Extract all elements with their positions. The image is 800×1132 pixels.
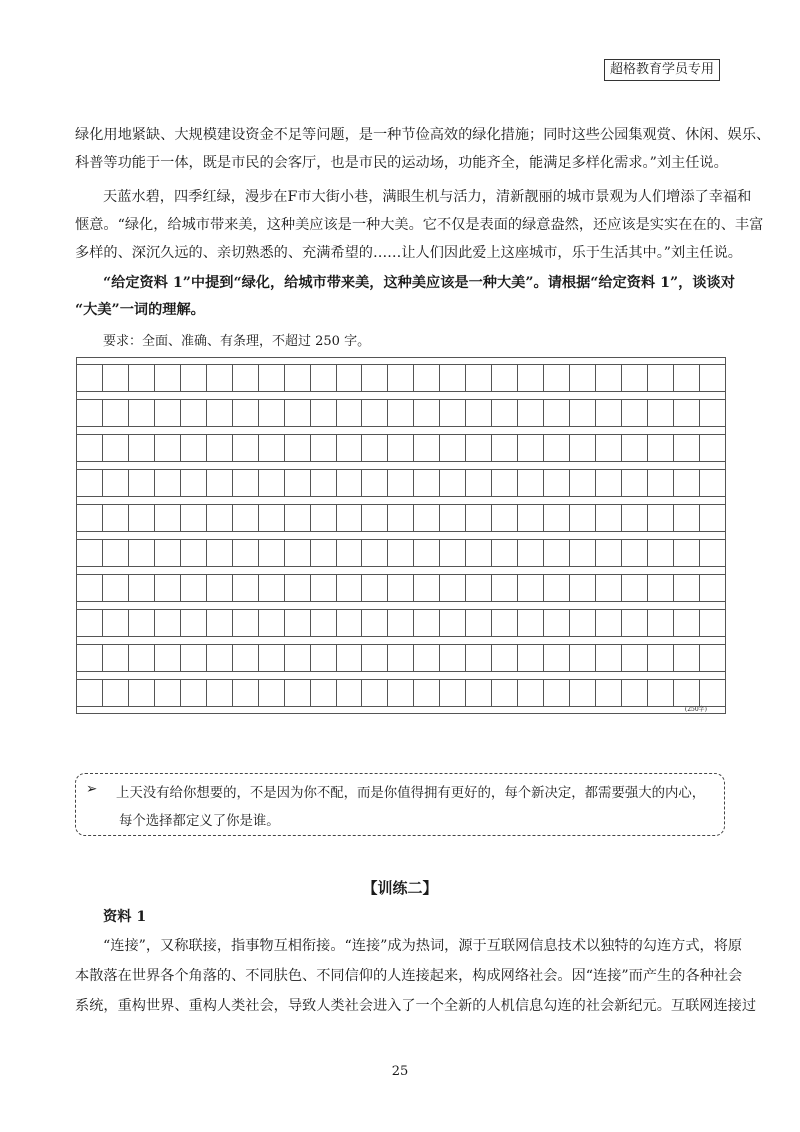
grid-cell[interactable] (77, 610, 103, 636)
question-line: “大美”一词的理解。 (75, 302, 205, 318)
grid-cell[interactable] (570, 365, 596, 391)
grid-cell[interactable] (466, 575, 492, 601)
grid-cell[interactable] (77, 470, 103, 496)
grid-cell[interactable] (414, 680, 440, 706)
grid-cell[interactable] (648, 610, 674, 636)
paragraph-line: 系统，重构世界、重构人类社会，导致人类社会进入了一个全新的人机信息勾连的社会新纪元。互联网连接过 (75, 998, 757, 1014)
grid-cell[interactable] (285, 575, 311, 601)
grid-cell[interactable] (414, 365, 440, 391)
grid-cell[interactable] (129, 365, 155, 391)
bullet-arrow-icon: ➢ (86, 782, 98, 797)
grid-cell[interactable] (77, 645, 103, 671)
grid-cell[interactable] (596, 365, 622, 391)
grid-cell[interactable] (259, 575, 285, 601)
grid-cell[interactable] (674, 365, 700, 391)
grid-cell[interactable] (518, 400, 544, 426)
grid-cell[interactable] (570, 610, 596, 636)
grid-cell[interactable] (233, 680, 259, 706)
grid-cell[interactable] (77, 400, 103, 426)
grid-cell[interactable] (129, 645, 155, 671)
grid-cell[interactable] (155, 575, 181, 601)
grid-cell[interactable] (129, 435, 155, 461)
grid-cell[interactable] (207, 505, 233, 531)
grid-cell[interactable] (492, 680, 518, 706)
grid-row (77, 469, 725, 497)
grid-cell[interactable] (648, 505, 674, 531)
grid-cell[interactable] (518, 505, 544, 531)
grid-cell[interactable] (311, 505, 337, 531)
grid-cell[interactable] (544, 680, 570, 706)
grid-cell[interactable] (77, 680, 103, 706)
grid-row (77, 644, 725, 672)
grid-cell[interactable] (362, 365, 388, 391)
grid-row (77, 504, 725, 532)
grid-cell[interactable] (700, 575, 725, 601)
material-label: 资料 1 (103, 909, 147, 925)
grid-cell[interactable] (674, 435, 700, 461)
grid-cell[interactable] (414, 575, 440, 601)
grid-cell[interactable] (596, 645, 622, 671)
grid-row (77, 399, 725, 427)
paragraph-line: 科普等功能于一体，既是市民的会客厅，也是市民的运动场，功能齐全，能满足多样化需求。”刘主任说。 (75, 155, 728, 171)
grid-cell[interactable] (77, 575, 103, 601)
grid-cell[interactable] (700, 400, 725, 426)
grid-cell[interactable] (129, 540, 155, 566)
grid-cell[interactable] (414, 435, 440, 461)
grid-cell[interactable] (259, 540, 285, 566)
grid-cell[interactable] (259, 400, 285, 426)
grid-cell[interactable] (544, 610, 570, 636)
grid-cell[interactable] (155, 680, 181, 706)
grid-cell[interactable] (181, 575, 207, 601)
grid-cell[interactable] (466, 645, 492, 671)
grid-cell[interactable] (570, 400, 596, 426)
grid-cell[interactable] (337, 680, 363, 706)
grid-cell[interactable] (155, 645, 181, 671)
grid-cell[interactable] (544, 540, 570, 566)
grid-cell[interactable] (518, 645, 544, 671)
grid-cell[interactable] (492, 470, 518, 496)
grid-cell[interactable] (181, 540, 207, 566)
grid-cell[interactable] (103, 540, 129, 566)
paragraph-line: 惬意。“绿化，给城市带来美，这种美应该是一种大美。它不仅是表面的绿意盎然，还应该是实实在在的、丰富 (75, 217, 764, 233)
grid-row (77, 539, 725, 567)
grid-cell[interactable] (259, 680, 285, 706)
grid-row (77, 609, 725, 637)
grid-cell[interactable] (492, 505, 518, 531)
grid-cell[interactable] (544, 470, 570, 496)
grid-cell[interactable] (181, 505, 207, 531)
grid-cell[interactable] (440, 400, 466, 426)
grid-cell[interactable] (674, 610, 700, 636)
grid-row (77, 574, 725, 602)
grid-cell[interactable] (648, 435, 674, 461)
grid-cell[interactable] (103, 400, 129, 426)
grid-cell[interactable] (622, 365, 648, 391)
grid-cell[interactable] (440, 645, 466, 671)
grid-cell[interactable] (596, 575, 622, 601)
grid-cell[interactable] (648, 645, 674, 671)
grid-cell[interactable] (103, 435, 129, 461)
grid-cell[interactable] (181, 610, 207, 636)
grid-cell[interactable] (311, 400, 337, 426)
grid-cell[interactable] (337, 575, 363, 601)
grid-cell[interactable] (337, 365, 363, 391)
grid-cell[interactable] (155, 470, 181, 496)
grid-cell[interactable] (388, 435, 414, 461)
grid-row (77, 434, 725, 462)
grid-cell[interactable] (337, 400, 363, 426)
grid-cell[interactable] (700, 435, 725, 461)
grid-cell[interactable] (103, 645, 129, 671)
grid-cell[interactable] (311, 610, 337, 636)
grid-cell[interactable] (103, 470, 129, 496)
grid-cell[interactable] (596, 680, 622, 706)
grid-cell[interactable] (337, 470, 363, 496)
grid-cell[interactable] (285, 400, 311, 426)
grid-cell[interactable] (492, 540, 518, 566)
grid-cell[interactable] (362, 645, 388, 671)
paragraph-line: 绿化用地紧缺、大规模建设资金不足等问题，是一种节俭高效的绿化措施；同时这些公园集观赏、休闲、娱乐、 (75, 127, 771, 143)
grid-cell[interactable] (181, 365, 207, 391)
grid-cell[interactable] (337, 435, 363, 461)
grid-cell[interactable] (570, 645, 596, 671)
grid-cell[interactable] (674, 645, 700, 671)
grid-cell[interactable] (155, 400, 181, 426)
grid-cell[interactable] (388, 575, 414, 601)
grid-cell[interactable] (77, 435, 103, 461)
grid-cell[interactable] (103, 505, 129, 531)
grid-cell[interactable] (311, 645, 337, 671)
grid-cell[interactable] (492, 575, 518, 601)
grid-cell[interactable] (596, 470, 622, 496)
grid-cell[interactable] (466, 680, 492, 706)
grid-cell[interactable] (362, 400, 388, 426)
grid-cell[interactable] (155, 540, 181, 566)
grid-cell[interactable] (362, 680, 388, 706)
grid-cell[interactable] (285, 680, 311, 706)
grid-cell[interactable] (207, 645, 233, 671)
grid-cell[interactable] (648, 540, 674, 566)
grid-cell[interactable] (155, 610, 181, 636)
grid-cell[interactable] (388, 400, 414, 426)
grid-cell[interactable] (466, 540, 492, 566)
grid-cell[interactable] (570, 435, 596, 461)
grid-cell[interactable] (622, 610, 648, 636)
grid-cell[interactable] (155, 365, 181, 391)
grid-cell[interactable] (388, 610, 414, 636)
grid-cell[interactable] (414, 645, 440, 671)
grid-cell[interactable] (674, 680, 700, 706)
grid-cell[interactable] (648, 400, 674, 426)
grid-row (77, 364, 725, 392)
grid-cell[interactable] (440, 680, 466, 706)
grid-cell[interactable] (518, 610, 544, 636)
grid-cell[interactable] (129, 680, 155, 706)
grid-cell[interactable] (544, 435, 570, 461)
grid-cell[interactable] (129, 470, 155, 496)
grid-cell[interactable] (466, 400, 492, 426)
grid-cell[interactable] (440, 470, 466, 496)
grid-cell[interactable] (700, 680, 725, 706)
motto-box (75, 773, 725, 836)
grid-cell[interactable] (440, 365, 466, 391)
grid-cell[interactable] (622, 540, 648, 566)
grid-cell[interactable] (388, 645, 414, 671)
grid-cell[interactable] (388, 540, 414, 566)
grid-cell[interactable] (337, 540, 363, 566)
grid-cell[interactable] (414, 470, 440, 496)
grid-cell[interactable] (622, 400, 648, 426)
grid-cell[interactable] (388, 680, 414, 706)
grid-cell[interactable] (362, 610, 388, 636)
grid-cell[interactable] (570, 505, 596, 531)
grid-cell[interactable] (362, 470, 388, 496)
grid-cell[interactable] (414, 400, 440, 426)
grid-cell[interactable] (207, 470, 233, 496)
grid-cell[interactable] (544, 400, 570, 426)
grid-cell[interactable] (129, 400, 155, 426)
grid-cell[interactable] (259, 435, 285, 461)
grid-cell[interactable] (674, 505, 700, 531)
paragraph-line: 天蓝水碧，四季红绿，漫步在F市大街小巷，满眼生机与活力，清新靓丽的城市景观为人们增添了幸福和 (103, 189, 752, 205)
grid-cell[interactable] (207, 575, 233, 601)
grid-cell[interactable] (207, 400, 233, 426)
grid-cell[interactable] (362, 435, 388, 461)
grid-row (77, 679, 725, 707)
grid-cell[interactable] (388, 365, 414, 391)
grid-cell[interactable] (492, 435, 518, 461)
grid-cell[interactable] (103, 610, 129, 636)
grid-cell[interactable] (285, 365, 311, 391)
motto-line: 每个选择都定义了你是谁。 (119, 814, 280, 829)
grid-cell[interactable] (337, 610, 363, 636)
grid-cell[interactable] (207, 365, 233, 391)
grid-cell[interactable] (77, 540, 103, 566)
grid-cell[interactable] (414, 540, 440, 566)
grid-cell[interactable] (518, 470, 544, 496)
grid-cell[interactable] (700, 470, 725, 496)
grid-cell[interactable] (259, 365, 285, 391)
motto-line: 上天没有给你想要的，不是因为你不配，而是你值得拥有更好的，每个新决定，都需要强大的内心， (116, 786, 706, 801)
grid-cell[interactable] (181, 435, 207, 461)
grid-cell[interactable] (492, 610, 518, 636)
grid-cell[interactable] (181, 400, 207, 426)
grid-cell[interactable] (362, 540, 388, 566)
grid-cell[interactable] (700, 540, 725, 566)
grid-cell[interactable] (466, 365, 492, 391)
grid-cell[interactable] (311, 680, 337, 706)
grid-cell[interactable] (285, 540, 311, 566)
grid-cell[interactable] (700, 505, 725, 531)
grid-cell[interactable] (285, 505, 311, 531)
grid-cell[interactable] (129, 575, 155, 601)
grid-cell[interactable] (622, 680, 648, 706)
grid-cell[interactable] (674, 540, 700, 566)
grid-cell[interactable] (596, 540, 622, 566)
grid-cell[interactable] (518, 680, 544, 706)
grid-cell[interactable] (311, 575, 337, 601)
grid-cell[interactable] (570, 540, 596, 566)
grid-cell[interactable] (233, 435, 259, 461)
grid-cell[interactable] (648, 365, 674, 391)
grid-cell[interactable] (388, 470, 414, 496)
question-line: “给定资料 1”中提到“绿化，给城市带来美，这种美应该是一种大美”。请根据“给定资料 1”，谈谈对 (103, 275, 735, 291)
grid-cell[interactable] (285, 645, 311, 671)
grid-cell[interactable] (570, 575, 596, 601)
grid-cell[interactable] (648, 575, 674, 601)
grid-cell[interactable] (129, 505, 155, 531)
grid-cell[interactable] (285, 435, 311, 461)
grid-cell[interactable] (233, 470, 259, 496)
grid-cell[interactable] (466, 470, 492, 496)
grid-cell[interactable] (181, 470, 207, 496)
paragraph-line: 本散落在世界各个角落的、不同肤色、不同信仰的人连接起来，构成网络社会。因“连接”而产生的各种社会 (75, 968, 743, 984)
grid-cell[interactable] (311, 365, 337, 391)
paragraph-line: “连接”，又称联接，指事物互相衔接。“连接”成为热词，源于互联网信息技术以独特的勾连方式，将原 (103, 938, 743, 954)
grid-cell[interactable] (233, 645, 259, 671)
grid-cell[interactable] (518, 575, 544, 601)
grid-cell[interactable] (518, 540, 544, 566)
grid-cell[interactable] (233, 610, 259, 636)
grid-cell[interactable] (700, 610, 725, 636)
grid-cell[interactable] (233, 575, 259, 601)
grid-cell[interactable] (103, 680, 129, 706)
section-title: 【训练二】 (362, 879, 438, 897)
grid-cell[interactable] (544, 575, 570, 601)
grid-cell[interactable] (622, 470, 648, 496)
grid-cell[interactable] (466, 505, 492, 531)
grid-cell[interactable] (440, 575, 466, 601)
grid-cell[interactable] (466, 610, 492, 636)
grid-cell[interactable] (570, 680, 596, 706)
grid-cell[interactable] (207, 435, 233, 461)
grid-cell[interactable] (207, 540, 233, 566)
requirement-text: 要求：全面、准确、有条理，不超过 250 字。 (103, 334, 371, 349)
grid-cell[interactable] (648, 470, 674, 496)
paragraph-line: 多样的、深沉久远的、亲切熟悉的、充满希望的……让人们因此爱上这座城市，乐于生活其中。”刘主任说。 (75, 245, 742, 261)
grid-cell[interactable] (388, 505, 414, 531)
grid-cell[interactable] (674, 470, 700, 496)
grid-cell[interactable] (648, 680, 674, 706)
grid-cell[interactable] (207, 680, 233, 706)
grid-cell[interactable] (259, 645, 285, 671)
grid-cell[interactable] (129, 610, 155, 636)
grid-cell[interactable] (518, 435, 544, 461)
grid-cell[interactable] (311, 470, 337, 496)
grid-cell[interactable] (674, 400, 700, 426)
grid-cell[interactable] (414, 505, 440, 531)
answer-grid[interactable] (76, 357, 726, 714)
grid-cell[interactable] (518, 365, 544, 391)
grid-cell[interactable] (596, 610, 622, 636)
grid-cell[interactable] (440, 610, 466, 636)
grid-cell[interactable] (492, 400, 518, 426)
grid-cell[interactable] (77, 365, 103, 391)
grid-cell[interactable] (622, 645, 648, 671)
grid-cell[interactable] (285, 470, 311, 496)
grid-cell[interactable] (622, 575, 648, 601)
grid-cell[interactable] (155, 505, 181, 531)
grid-cell[interactable] (181, 645, 207, 671)
grid-cell[interactable] (596, 435, 622, 461)
grid-cell[interactable] (362, 575, 388, 601)
grid-cell[interactable] (700, 365, 725, 391)
grid-cell[interactable] (440, 540, 466, 566)
grid-cell[interactable] (544, 645, 570, 671)
grid-cell[interactable] (285, 610, 311, 636)
grid-cell[interactable] (181, 680, 207, 706)
grid-cell[interactable] (492, 365, 518, 391)
grid-cell[interactable] (440, 435, 466, 461)
header-badge: 超格教育学员专用 (604, 59, 720, 81)
grid-cell[interactable] (233, 505, 259, 531)
grid-cell[interactable] (233, 400, 259, 426)
grid-cell[interactable] (466, 435, 492, 461)
grid-cell[interactable] (622, 435, 648, 461)
grid-cell[interactable] (103, 575, 129, 601)
grid-cell[interactable] (103, 365, 129, 391)
grid-cell[interactable] (570, 470, 596, 496)
grid-cell[interactable] (544, 505, 570, 531)
grid-cell[interactable] (259, 610, 285, 636)
grid-cell[interactable] (596, 505, 622, 531)
grid-cell[interactable] (414, 610, 440, 636)
grid-cell[interactable] (440, 505, 466, 531)
grid-cell[interactable] (311, 540, 337, 566)
grid-cell[interactable] (674, 575, 700, 601)
grid-cell[interactable] (622, 505, 648, 531)
grid-cell[interactable] (311, 435, 337, 461)
grid-cell[interactable] (337, 505, 363, 531)
grid-cell[interactable] (207, 610, 233, 636)
word-count-label: (250字) (684, 706, 707, 713)
grid-cell[interactable] (596, 400, 622, 426)
page-number: 25 (391, 1064, 409, 1079)
grid-cell[interactable] (259, 470, 285, 496)
grid-cell[interactable] (544, 365, 570, 391)
grid-cell[interactable] (155, 435, 181, 461)
grid-cell[interactable] (233, 540, 259, 566)
grid-cell[interactable] (337, 645, 363, 671)
grid-cell[interactable] (492, 645, 518, 671)
grid-cell[interactable] (362, 505, 388, 531)
grid-cell[interactable] (700, 645, 725, 671)
grid-cell[interactable] (259, 505, 285, 531)
grid-cell[interactable] (77, 505, 103, 531)
grid-cell[interactable] (233, 365, 259, 391)
